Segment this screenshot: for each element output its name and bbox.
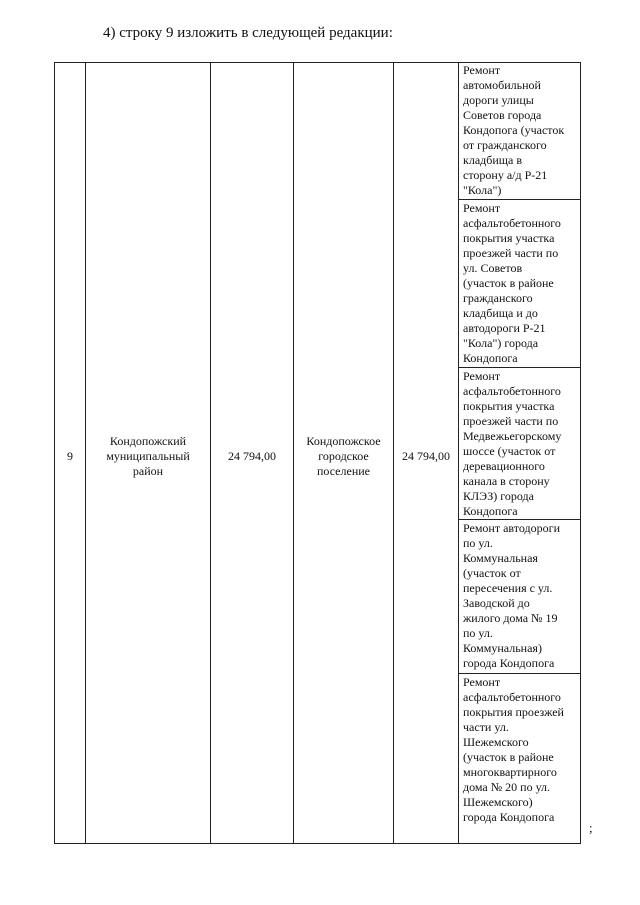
object-description: Ремонт автомобильной дороги улицы Советов города Кондопога (участок от гражданского кладбища в сторону а/д Р-21 "Кола") — [463, 63, 565, 197]
object-description: Ремонт асфальтобетонного покрытия участка проезжей части по ул. Советов (участок в районе гражданского кладбища и до автодороги Р-21 "Кола") города Кондопога — [463, 201, 561, 365]
trailing-semicolon: ; — [589, 820, 593, 835]
amendment-heading: 4) строку 9 изложить в следующей редакции: — [103, 25, 393, 41]
object-description: Ремонт асфальтобетонного покрытия проезжей части ул. Шежемского (участок в районе многоквартирного дома № 20 по ул. Шежемского) города Кондопога — [463, 675, 564, 824]
row-number: 9 — [67, 449, 73, 463]
settlement-name: Кондопожское городское поселение — [306, 434, 381, 478]
settlement-amount: 24 794,00 — [402, 449, 450, 463]
object-description: Ремонт автодороги по ул. Коммунальная (участок от пересечения с ул. Заводской до жилого дома № 19 по ул. Коммунальная) города Кондопога — [463, 521, 560, 670]
row-divider — [458, 367, 581, 368]
object-description: Ремонт асфальтобетонного покрытия участка проезжей части по Медвежьегорскому шоссе (участок от деревационного канала в сторону КЛЭЗ) города Кондопога — [463, 369, 562, 518]
district-amount: 24 794,00 — [228, 449, 276, 463]
row-divider — [458, 199, 581, 200]
district-name: Кондопожский муниципальный район — [106, 434, 190, 478]
column-divider — [458, 62, 459, 844]
row-divider — [458, 673, 581, 674]
row-divider — [458, 519, 581, 520]
